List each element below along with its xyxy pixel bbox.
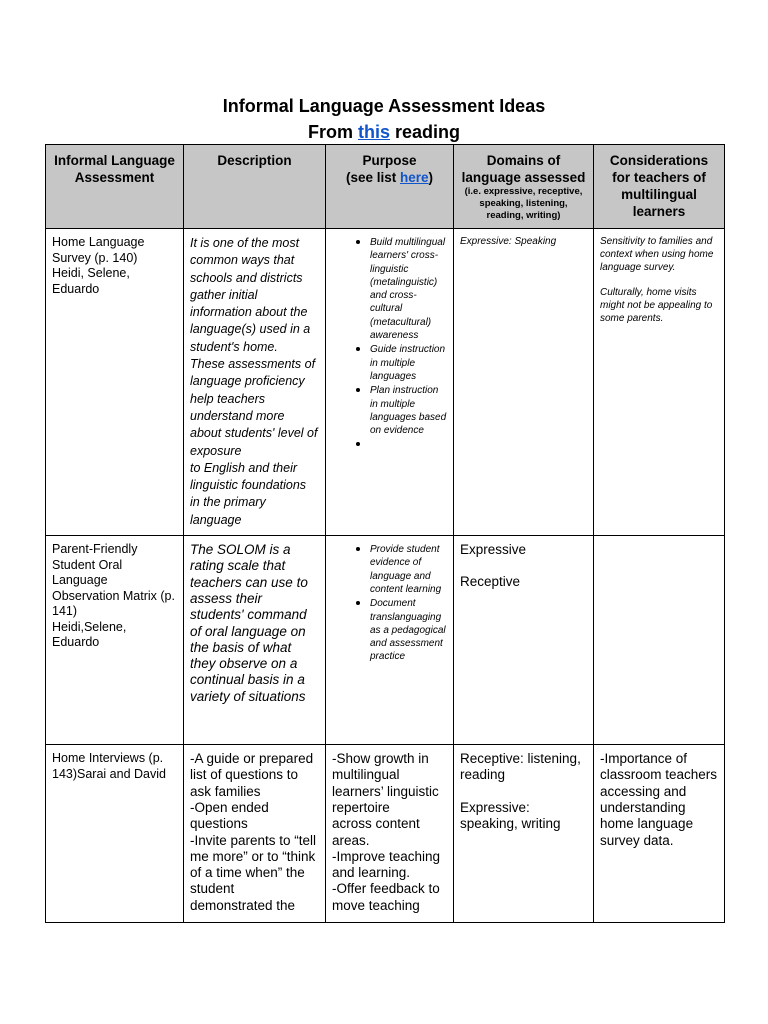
title-line-2 <box>0 119 768 145</box>
domains-text: Receptive <box>460 574 521 590</box>
domains-text: Expressive: Speaking <box>460 236 557 247</box>
description-text: The SOLOM is a rating scale that teachers can use to assess their students' command of oral language on the basis of what they observe on a continual basis in a variety of situations <box>190 542 308 704</box>
assessment-name: Home Interviews (p. 143)Sarai and David <box>52 751 166 781</box>
cell-considerations <box>594 745 725 923</box>
cell-description <box>184 229 326 536</box>
header-assessment: Informal Language Assessment <box>46 145 184 229</box>
description-text: to English and their linguistic foundations in the primary language <box>190 460 307 527</box>
purpose-text: -Improve teaching and learning. <box>332 848 441 881</box>
assessment-name: Parent-Friendly Student Oral Language Observation Matrix (p. 141) <box>52 542 175 619</box>
cell-purpose <box>326 229 454 536</box>
title-prefix: From <box>307 122 358 142</box>
cell-description <box>184 536 326 745</box>
header-purpose-sub <box>332 169 447 186</box>
cell-purpose <box>326 745 454 923</box>
description-text: -Invite parents to “tell me more” or to “think of a time when” the student demonstrated the <box>190 832 317 913</box>
header-domains-sub: (i.e. expressive, receptive, speaking, listening, reading, writing) <box>464 186 583 221</box>
cell-considerations <box>594 229 725 536</box>
purpose-text: -Offer feedback to move teaching <box>332 881 440 913</box>
cell-assessment <box>46 745 184 923</box>
table-row <box>46 229 725 536</box>
header-considerations: Considerations for teachers of multilingual learners <box>594 145 725 229</box>
this-link[interactable]: this <box>357 122 390 142</box>
title-line-1: Informal Language Assessment Ideas <box>222 96 546 116</box>
domains-text: Expressive <box>460 542 527 558</box>
description-text: It is one of the most common ways that schools and districts gather initial information about the language(s) used in a student's home. <box>190 236 311 354</box>
considerations-text: -Importance of classroom teachers accessing and understanding home language survey data. <box>600 751 718 848</box>
list-item: • Document translanguaging as a pedagogical and assessment practice <box>370 596 447 663</box>
cell-considerations <box>594 536 725 745</box>
assessment-authors: Heidi,Selene, Eduardo <box>52 619 127 650</box>
list-item: • Build multilingual learners' cross-linguistic (metalinguistic) and cross-cultural (metacultural) awareness <box>370 235 447 342</box>
header-purpose <box>326 145 454 229</box>
cell-domains <box>454 229 594 536</box>
cell-domains <box>454 536 594 745</box>
document-title <box>0 93 768 145</box>
considerations-text: Culturally, home visits might not be appealing to some parents. <box>600 287 713 324</box>
list-item: • Provide student evidence of language and content learning <box>370 542 447 596</box>
list-item: • Plan instruction in multiple languages based on evidence <box>370 383 447 437</box>
considerations-text: Sensitivity to families and context when using home language survey. <box>600 236 714 273</box>
domains-text: Receptive: listening, reading <box>460 751 581 783</box>
header-purpose-title: Purpose <box>362 153 417 168</box>
cell-domains <box>454 745 594 923</box>
cell-description <box>184 745 326 923</box>
purpose-list <box>326 235 447 450</box>
header-domains-title: Domains of language assessed <box>461 153 586 185</box>
description-text: These assessments of language proficiency help teachers understand more about students' level of exposure <box>190 357 318 458</box>
purpose-text: -Show growth in multilingual learners’ linguistic repertoire <box>332 751 439 815</box>
assessment-authors: Heidi, Selene, Eduardo <box>52 266 130 296</box>
list-item: • Guide instruction in multiple languages <box>370 342 447 383</box>
purpose-prefix: (see list <box>345 170 400 185</box>
list-item <box>370 437 447 450</box>
title-suffix: reading <box>390 122 461 142</box>
cell-assessment <box>46 536 184 745</box>
header-description: Description <box>184 145 326 229</box>
assessment-name: Home Language Survey (p. 140) <box>52 235 145 265</box>
here-link[interactable]: here <box>400 170 429 185</box>
description-text: -Open ended questions <box>190 799 269 832</box>
purpose-text: across content areas. <box>332 816 420 848</box>
table-row <box>46 536 725 745</box>
header-domains <box>454 145 594 229</box>
domains-text: Expressive: speaking, writing <box>460 799 561 831</box>
table-row <box>46 745 725 923</box>
purpose-suffix: ) <box>428 170 434 185</box>
assessment-table <box>45 144 725 923</box>
cell-purpose <box>326 536 454 745</box>
purpose-list <box>326 542 447 664</box>
description-text: -A guide or prepared list of questions to ask families <box>190 751 314 799</box>
header-row <box>46 145 725 229</box>
cell-assessment <box>46 229 184 536</box>
